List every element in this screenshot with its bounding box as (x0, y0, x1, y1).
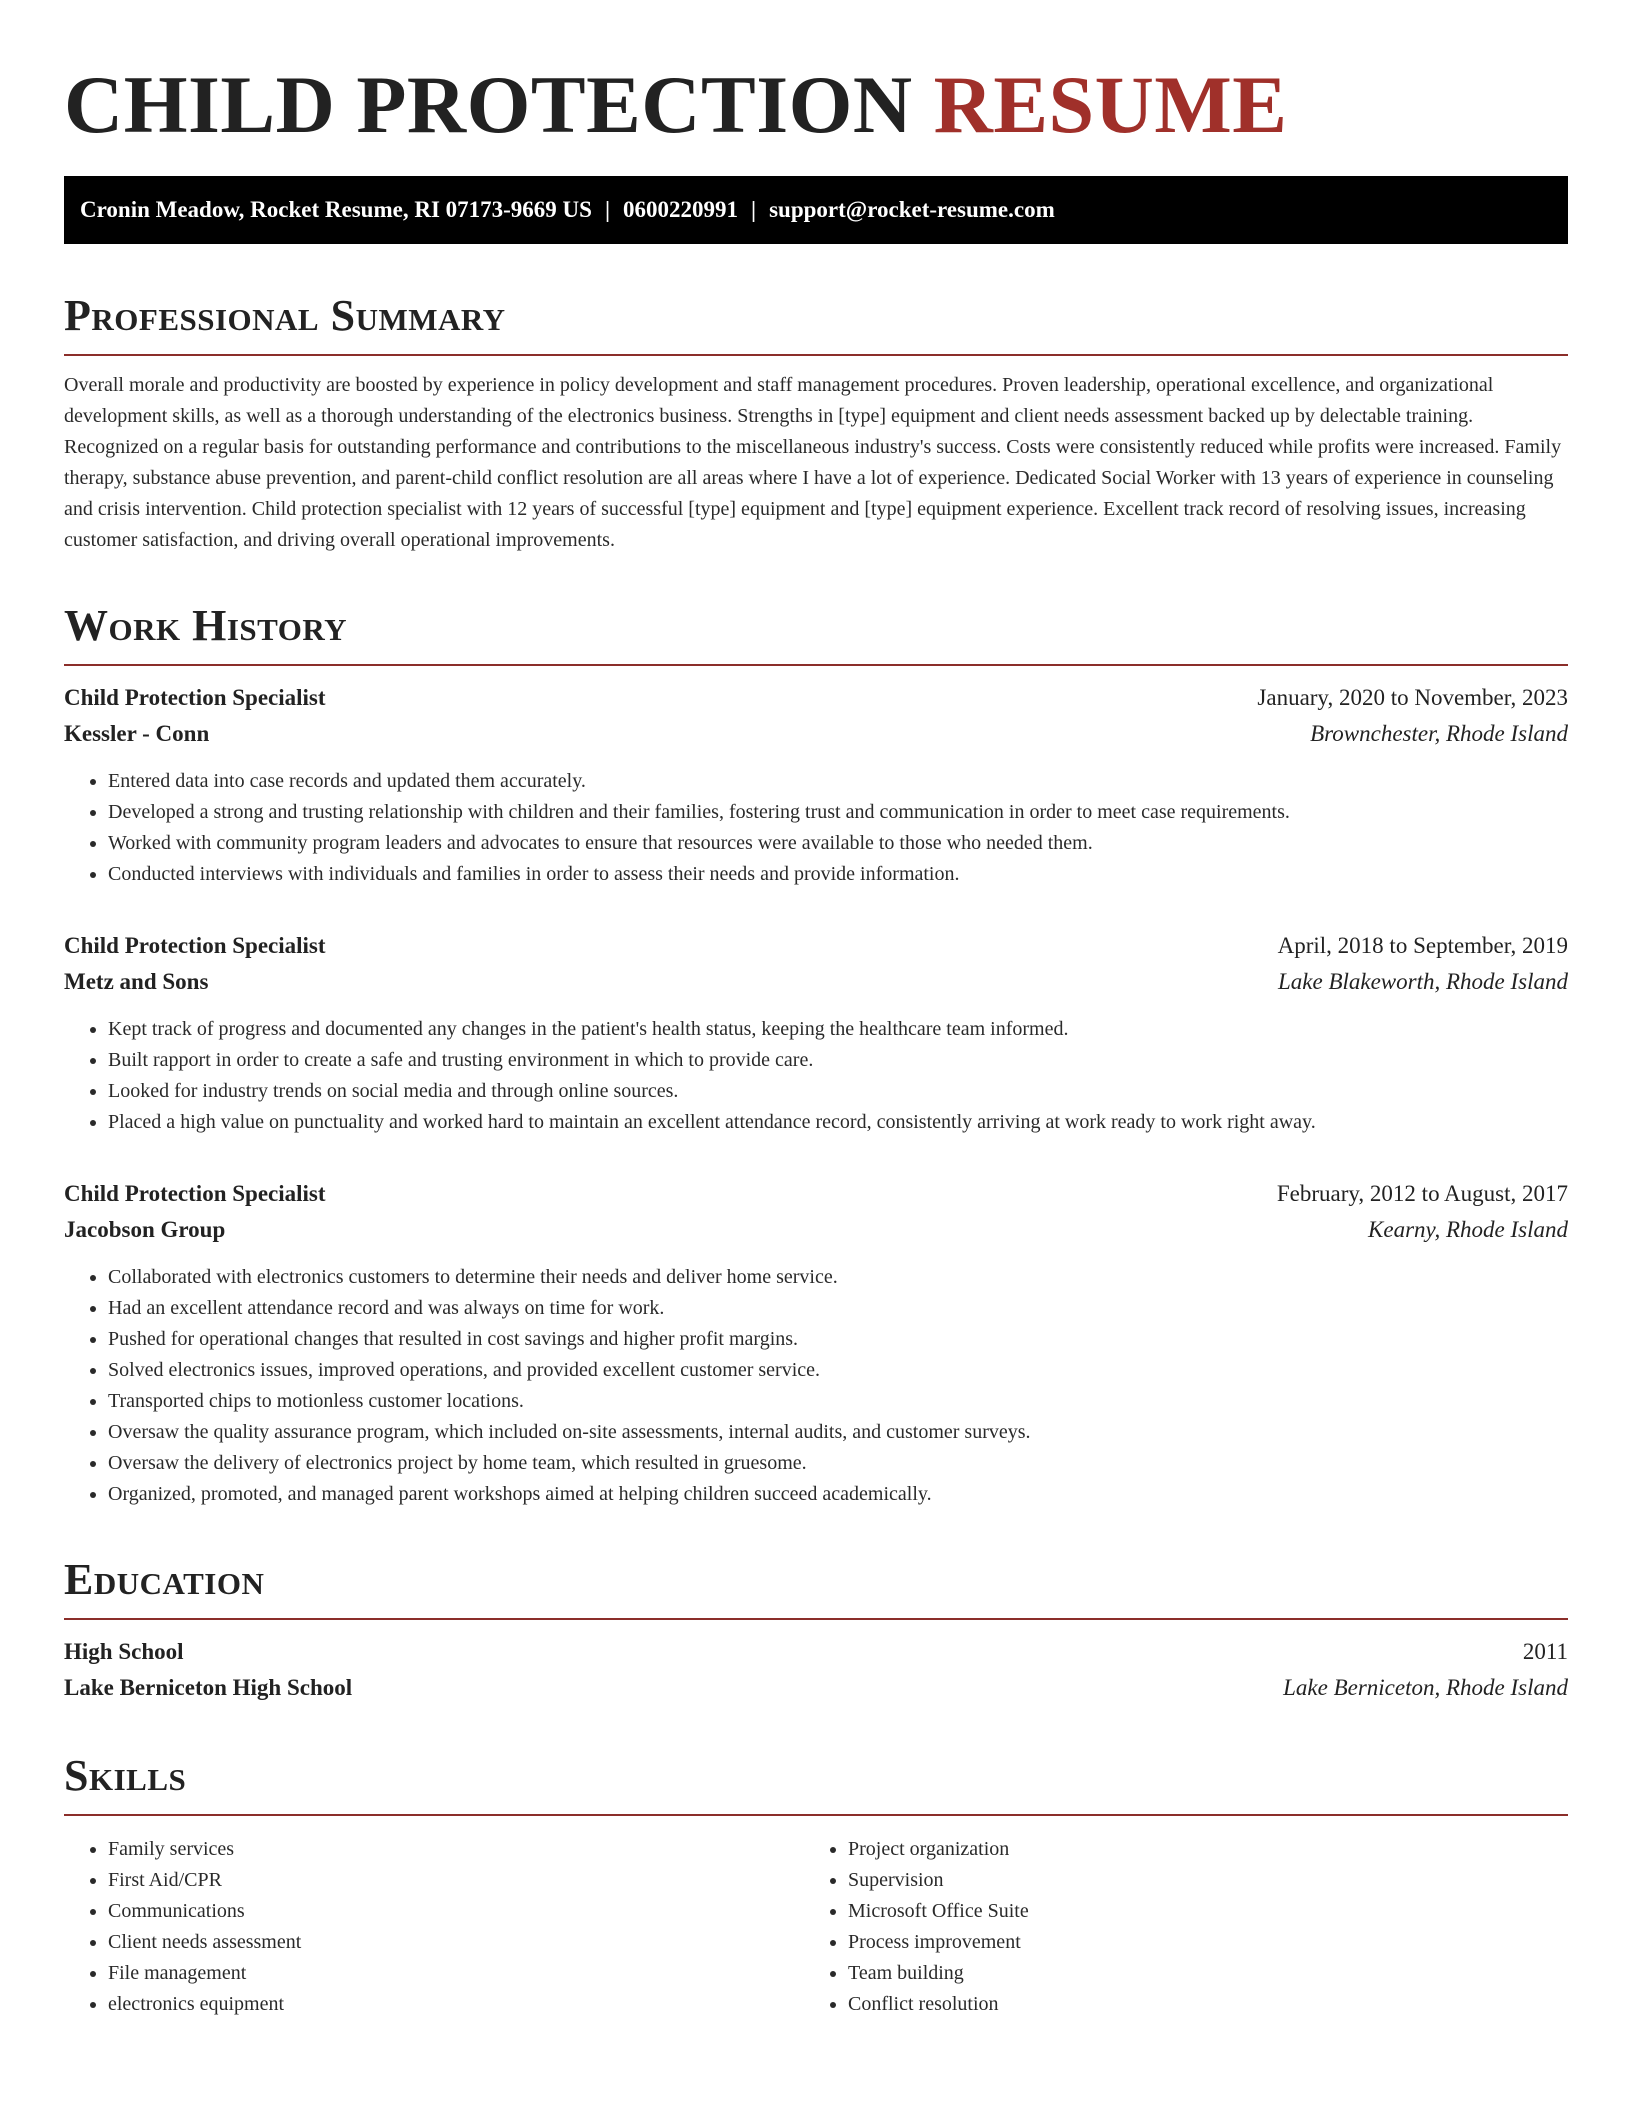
skill-item: • Family services (108, 1834, 804, 1865)
skill-item: • Microsoft Office Suite (848, 1896, 1544, 1927)
skill-item: • Client needs assessment (108, 1927, 804, 1958)
job-entry (64, 928, 1568, 1138)
skills-columns (64, 1834, 1568, 2020)
job-bullet: • Oversaw the quality assurance program, which included on-site assessments, internal audits, and customer surveys. (108, 1417, 1568, 1448)
job-bullet: • Entered data into case records and updated them accurately. (108, 766, 1568, 797)
job-bullet: • Organized, promoted, and managed parent workshops aimed at helping children succeed academically. (108, 1479, 1568, 1510)
job-entry (64, 1176, 1568, 1510)
education-location: Lake Berniceton, Rhode Island (1283, 1675, 1568, 1700)
skill-item: • Process improvement (848, 1927, 1544, 1958)
job-bullet: • Conducted interviews with individuals and families in order to assess their needs and provide information. (108, 859, 1568, 890)
job-bullet: • Solved electronics issues, improved operations, and provided excellent customer service. (108, 1355, 1568, 1386)
work-history-heading: Work History (64, 600, 1568, 666)
skill-item: • First Aid/CPR (108, 1865, 804, 1896)
job-bullet: • Oversaw the delivery of electronics project by home team, which resulted in gruesome. (108, 1448, 1568, 1479)
job-title: Child Protection Specialist (64, 685, 326, 710)
contact-separator: | (604, 197, 611, 222)
contact-address: Cronin Meadow, Rocket Resume, RI 07173-9669 US (80, 197, 592, 222)
skill-item: • Supervision (848, 1865, 1544, 1896)
job-bullet: • Pushed for operational changes that resulted in cost savings and higher profit margins. (108, 1324, 1568, 1355)
skills-column-right (804, 1834, 1544, 2020)
contact-bar (64, 176, 1568, 244)
skills-column-left (64, 1834, 804, 2020)
skill-item: • Communications (108, 1896, 804, 1927)
resume-page (64, 0, 1568, 2020)
job-bullet: • Looked for industry trends on social media and through online sources. (108, 1076, 1568, 1107)
summary-section (64, 290, 1568, 556)
skill-item: • Conflict resolution (848, 1989, 1544, 2020)
summary-heading: Professional Summary (64, 290, 1568, 356)
job-bullet: • Developed a strong and trusting relationship with children and their families, fostering trust and communication in order to meet case requirements. (108, 797, 1568, 828)
job-title: Child Protection Specialist (64, 933, 326, 958)
education-degree: High School (64, 1639, 184, 1664)
job-bullet: • Built rapport in order to create a safe and trusting environment in which to provide care. (108, 1045, 1568, 1076)
title-accent: RESUME (933, 59, 1288, 150)
skill-item: • electronics equipment (108, 1989, 804, 2020)
job-dates: April, 2018 to September, 2019 (1277, 933, 1568, 958)
skill-item: • Team building (848, 1958, 1544, 1989)
job-company: Kessler - Conn (64, 721, 210, 746)
education-year: 2011 (1522, 1639, 1568, 1664)
skill-item: • Project organization (848, 1834, 1544, 1865)
job-bullet: • Worked with community program leaders and advocates to ensure that resources were available to those who needed them. (108, 828, 1568, 859)
job-bullets (64, 766, 1568, 890)
title-main: CHILD PROTECTION (64, 59, 913, 150)
job-bullet: • Collaborated with electronics customers to determine their needs and deliver home service. (108, 1262, 1568, 1293)
contact-email[interactable]: support@rocket-resume.com (769, 197, 1055, 222)
job-title: Child Protection Specialist (64, 1181, 326, 1206)
work-history-section (64, 600, 1568, 1510)
skills-heading: Skills (64, 1750, 1568, 1816)
summary-text: Overall morale and productivity are boosted by experience in policy development and staff management procedures. Proven leadership, operational excellence, and organizational development skills, as well as a thorough understanding of the electronics business. Strengths in [type] equipment and client needs assessment backed up by delectable training. Recognized on a regular basis for outstanding performance and contributions to the miscellaneous industry's success. Costs were consistently reduced while profits were increased. Family therapy, substance abuse prevention, and parent-child conflict resolution are all areas where I have a lot of experience. Dedicated Social Worker with 13 years of experience in counseling and crisis intervention. Child protection specialist with 12 years of successful [type] equipment and [type] equipment experience. Excellent track record of resolving issues, increasing customer satisfaction, and driving overall operational improvements. (64, 374, 1562, 551)
job-bullet: • Transported chips to motionless customer locations. (108, 1386, 1568, 1417)
skill-item: • File management (108, 1958, 804, 1989)
contact-phone: 0600220991 (623, 197, 739, 222)
job-bullet: • Had an excellent attendance record and was always on time for work. (108, 1293, 1568, 1324)
education-heading: Education (64, 1554, 1568, 1620)
job-company: Metz and Sons (64, 969, 209, 994)
job-company: Jacobson Group (64, 1217, 226, 1242)
education-entry (64, 1634, 1568, 1706)
job-entry (64, 680, 1568, 890)
contact-separator: | (751, 197, 757, 222)
job-dates: February, 2012 to August, 2017 (1276, 1181, 1568, 1206)
resume-title (64, 0, 1568, 150)
education-section (64, 1554, 1568, 1706)
job-dates: January, 2020 to November, 2023 (1257, 685, 1568, 710)
education-school: Lake Berniceton High School (64, 1675, 353, 1700)
job-bullets (64, 1262, 1568, 1510)
job-bullet: • Kept track of progress and documented any changes in the patient's health status, keeping the healthcare team informed. (108, 1014, 1568, 1045)
skills-section (64, 1750, 1568, 2020)
job-location: Kearny, Rhode Island (1368, 1217, 1568, 1242)
job-location: Lake Blakeworth, Rhode Island (1277, 969, 1568, 994)
job-bullets (64, 1014, 1568, 1138)
job-location: Brownchester, Rhode Island (1310, 721, 1568, 746)
job-bullet: • Placed a high value on punctuality and worked hard to maintain an excellent attendance record, consistently arriving at work ready to work right away. (108, 1107, 1568, 1138)
